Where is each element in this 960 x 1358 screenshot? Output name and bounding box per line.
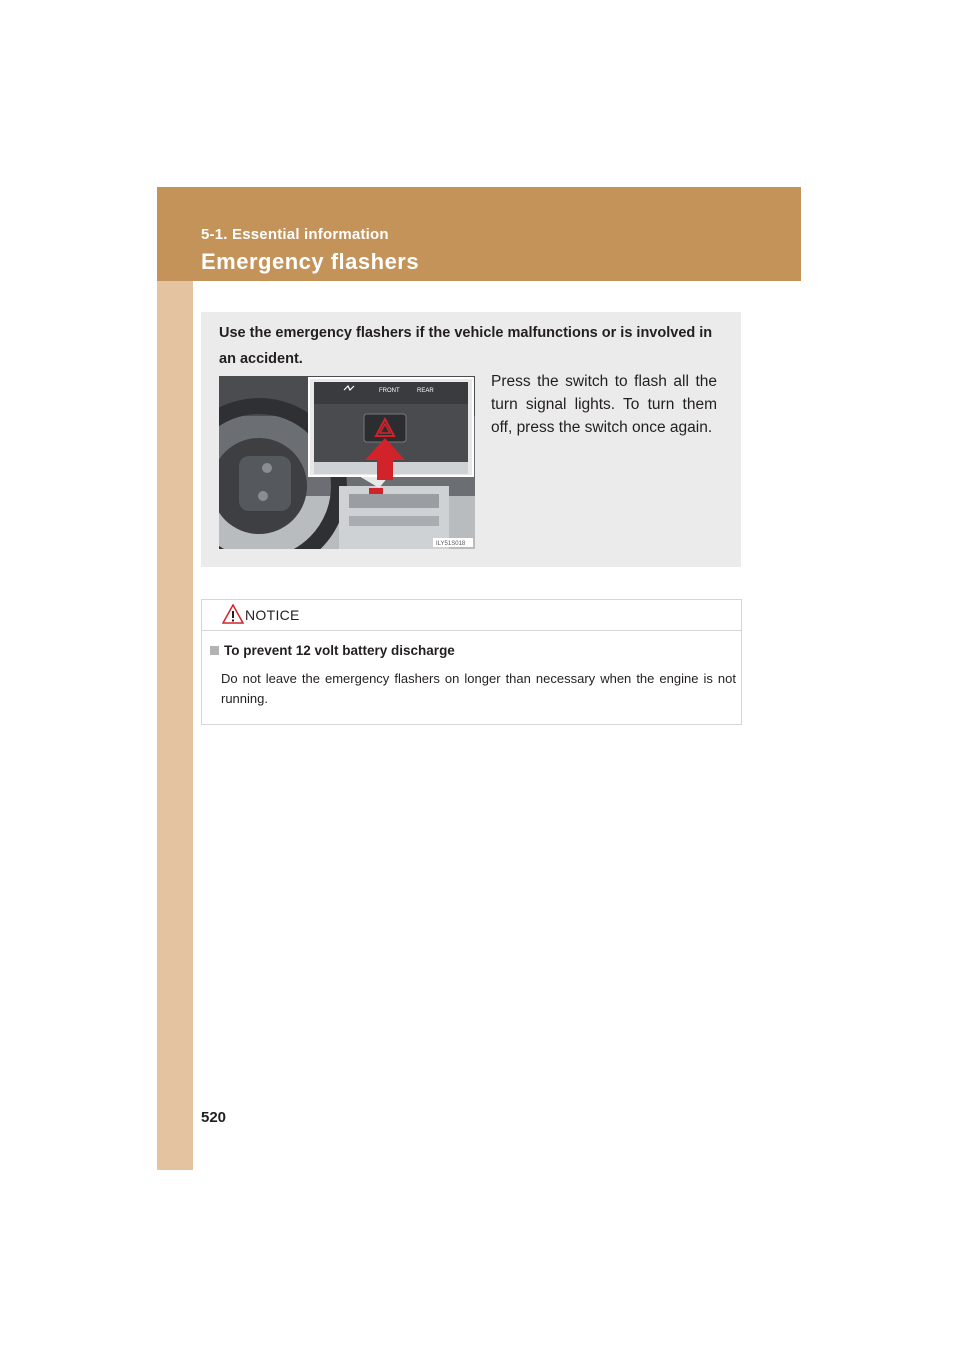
page-sidebar [157, 187, 193, 1170]
square-bullet-icon [210, 646, 219, 655]
notice-header [202, 600, 741, 631]
instruction-text: Press the switch to flash all the turn signal lights. To turn them off, press the switch once again. [491, 373, 717, 436]
illustration-label-rear: REAR [417, 388, 434, 394]
warning-triangle-icon [222, 604, 244, 629]
section-label: 5-1. Essential information [201, 226, 389, 243]
intro-text: Use the emergency flashers if the vehicle malfunctions or is involved in an accident. [219, 325, 713, 367]
notice-item-title-text: To prevent 12 volt battery discharge [224, 643, 455, 658]
page-number: 520 [201, 1109, 227, 1126]
notice-item-title [210, 643, 455, 658]
illustration-code: ILY51S018 [436, 541, 466, 547]
notice-title: NOTICE [245, 607, 300, 623]
notice-box [201, 599, 742, 725]
intro-box [201, 312, 741, 567]
notice-item-text: Do not leave the emergency flashers on longer than necessary when the engine is not running. [221, 671, 736, 706]
hazard-switch-illustration [219, 376, 475, 549]
page-title: Emergency flashers [201, 249, 420, 274]
illustration-label-front: FRONT [379, 388, 400, 394]
